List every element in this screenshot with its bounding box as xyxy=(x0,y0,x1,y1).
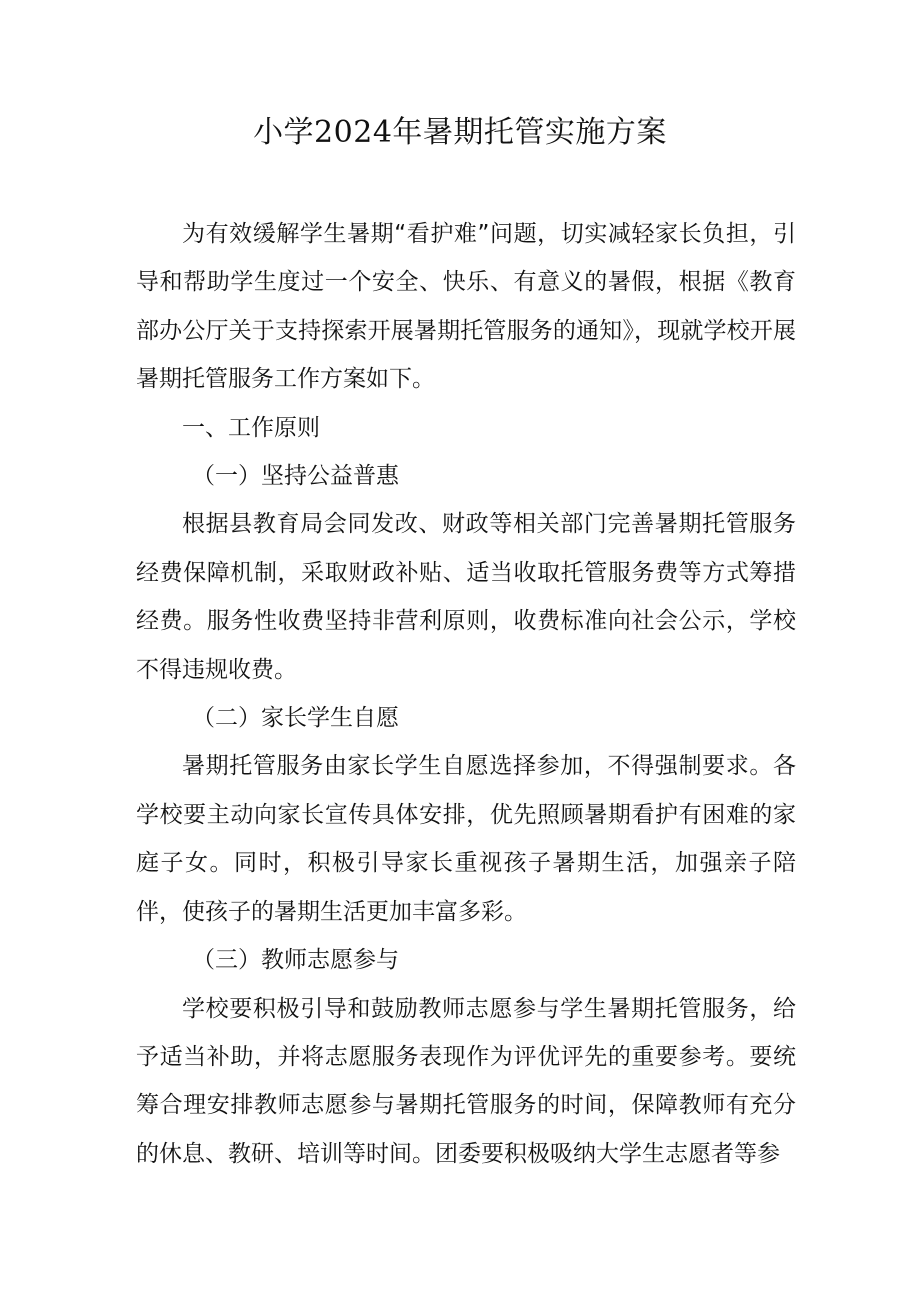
paragraph-teacher-volunteer: 学校要积极引导和鼓励教师志愿参与学生暑期托管服务，给予适当补助，并将志愿服务表现作为评优评先的重要参考。要统筹合理安排教师志愿参与暑期托管服务的时间，保障教师有充分的休息、教研、培训等时间。团委要积极吸纳大学生志愿者等参 xyxy=(136,995,796,1167)
section-heading-principles: 一、工作原则 xyxy=(182,414,320,441)
document-title: 小学2024年暑期托管实施方案 xyxy=(253,115,667,150)
subheading-public-welfare: （一）坚持公益普惠 xyxy=(192,463,399,490)
subheading-teacher-volunteer: （三）教师志愿参与 xyxy=(192,947,399,974)
paragraph-public-welfare: 根据县教育局会同发改、财政等相关部门完善暑期托管服务经费保障机制，采取财政补贴、适当收取托管服务费等方式筹措经费。服务性收费坚持非营利原则，收费标准向社会公示，学校不得违规收费。 xyxy=(136,511,796,683)
paragraph-voluntary: 暑期托管服务由家长学生自愿选择参加，不得强制要求。各学校要主动向家长宣传具体安排，优先照顾暑期看护有困难的家庭子女。同时，积极引导家长重视孩子暑期生活，加强亲子陪伴，使孩子的暑期生活更加丰富多彩。 xyxy=(136,753,796,925)
intro-paragraph: 为有效缓解学生暑期“看护难”问题，切实减轻家长负担，引导和帮助学生度过一个安全、快乐、有意义的暑假，根据《教育部办公厅关于支持探索开展暑期托管服务的通知》，现就学校开展暑期托管服务工作方案如下。 xyxy=(136,221,796,393)
subheading-voluntary: （二）家长学生自愿 xyxy=(192,705,399,732)
document-body xyxy=(136,210,796,1178)
